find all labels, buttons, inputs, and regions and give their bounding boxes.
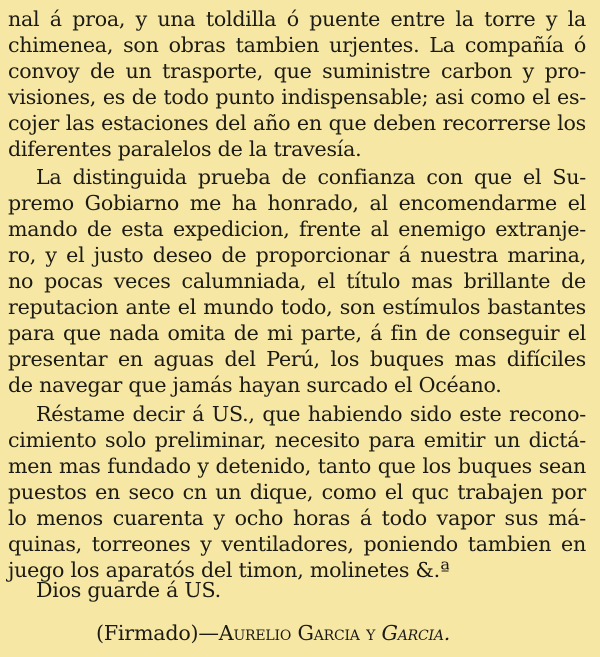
text-line: cimiento solo preliminar, necesito para emitir un dictá- xyxy=(8,428,586,452)
text-line: mando de esta expedicion, frente al enemigo extranje- xyxy=(8,217,586,241)
text-line: no pocas veces calumniada, el título mas brillante de xyxy=(8,269,586,293)
text-line: ro, y el justo deseo de proporcionar á nuestra marina, xyxy=(8,243,586,267)
text-line: reputacion ante el mundo todo, son estímulos bastantes xyxy=(8,295,586,319)
text-line: de navegar que jamás hayan surcado el Océano. xyxy=(8,373,502,397)
text-line: quinas, torreones y ventiladores, poniendo tambien en xyxy=(8,532,586,556)
text-line: convoy de un trasporte, que suministre carbon y pro- xyxy=(8,59,586,83)
text-line: puestos en seco cn un dique, como el quc trabajen por xyxy=(8,480,586,504)
text-line: visiones, es de todo punto indispensable; asi como el es- xyxy=(8,85,586,109)
text-line: diferentes paralelos de la travesía. xyxy=(8,137,362,161)
text-line: chimenea, son obras tambien urjentes. La compañía ó xyxy=(8,33,586,57)
text-line: presentar en aguas del Perú, los buques mas difíciles xyxy=(8,347,586,371)
signature-name: Aurelio Garcia y xyxy=(218,621,382,645)
signature xyxy=(96,620,450,646)
signature-prefix: (Firmado)— xyxy=(96,621,219,645)
text-line: lo menos cuarenta y ocho horas á todo vapor sus má- xyxy=(8,506,586,530)
text-line: men mas fundado y detenido, tanto que los buques sean xyxy=(8,454,586,478)
text-line: nal á proa, y una toldilla ó puente entre la torre y la xyxy=(8,7,586,31)
text-line: para que nada omita de mi parte, á fin de conseguir el xyxy=(8,321,586,345)
text-line: juego los aparatós del timon, molinetes &.ª xyxy=(8,558,450,582)
closing-line: Dios guarde á US. xyxy=(36,578,221,602)
text-line: La distinguida prueba de confianza con que el Su- xyxy=(36,165,586,189)
signature-name-last: Garcia. xyxy=(381,621,451,645)
text-line: cojer las estaciones del año en que deben recorrerse los xyxy=(8,111,586,135)
text-line: premo Gobiarno me ha honrado, al encomendarme el xyxy=(8,191,586,215)
text-line: Réstame decir á US., que habiendo sido este recono- xyxy=(36,402,586,426)
